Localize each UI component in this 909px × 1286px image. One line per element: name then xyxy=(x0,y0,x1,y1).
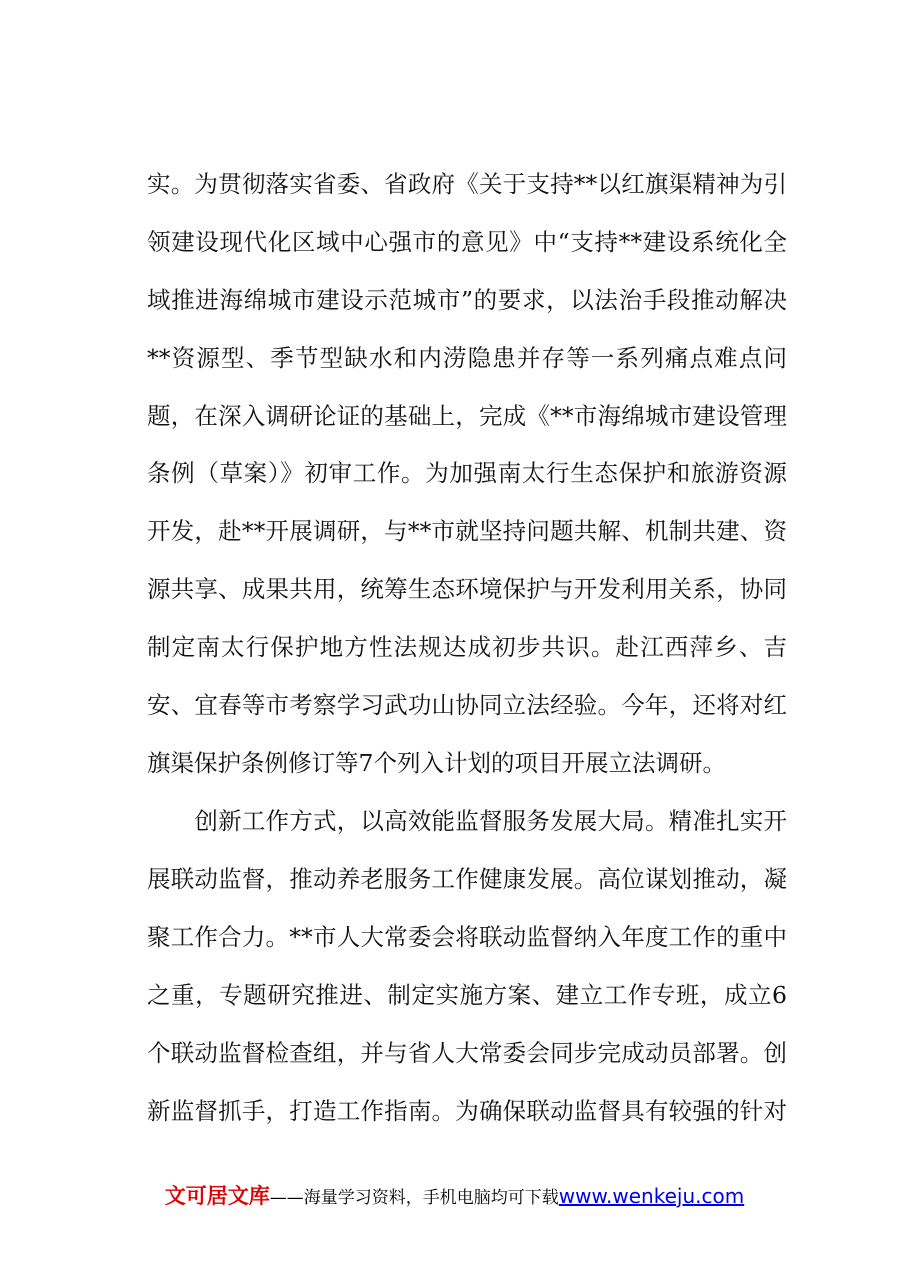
text-line: 领建设现代化区域中心强市的意见》中“支持**建设系统化全 xyxy=(147,228,787,256)
text-line: **资源型、季节型缺水和内涝隐患并存等一系列痛点难点问 xyxy=(147,344,787,372)
footer-brand: 文可居文库 xyxy=(164,1184,270,1208)
text-line: 旗渠保护条例修订等7个列入计划的项目开展立法调研。 xyxy=(147,749,726,777)
text-line: 展联动监督，推动养老服务工作健康发展。高位谋划推动，凝 xyxy=(147,865,787,893)
text-line: 新监督抓手，打造工作指南。为确保联动监督具有较强的针对 xyxy=(147,1097,787,1125)
page-footer xyxy=(0,1180,909,1210)
text-line: 创新工作方式，以高效能监督服务发展大局。精准扎实开 xyxy=(147,807,787,835)
text-line: 实。为贯彻落实省委、省政府《关于支持**以红旗渠精神为引 xyxy=(147,170,787,198)
text-line: 安、宜春等市考察学习武功山协同立法经验。今年，还将对红 xyxy=(147,691,787,719)
text-line: 聚工作合力。**市人大常委会将联动监督纳入年度工作的重中 xyxy=(147,923,787,951)
footer-tagline: ——海量学习资料，手机电脑均可下载 xyxy=(269,1188,559,1208)
footer-site-link[interactable]: www.wenkeju.com xyxy=(558,1184,745,1208)
text-line: 源共享、成果共用，统筹生态环境保护与开发利用关系，协同 xyxy=(147,575,787,603)
text-line: 题，在深入调研论证的基础上，完成《**市海绵城市建设管理 xyxy=(147,402,787,430)
text-line: 制定南太行保护地方性法规达成初步共识。赴江西萍乡、吉 xyxy=(147,633,787,661)
text-line: 开发，赴**开展调研，与**市就坚持问题共解、机制共建、资 xyxy=(147,517,787,545)
text-line: 域推进海绵城市建设示范城市”的要求，以法治手段推动解决 xyxy=(147,286,787,314)
text-line: 个联动监督检查组，并与省人大常委会同步完成动员部署。创 xyxy=(147,1039,787,1067)
text-line: 条例（草案）》初审工作。为加强南太行生态保护和旅游资源 xyxy=(147,459,787,487)
text-line: 之重，专题研究推进、制定实施方案、建立工作专班，成立6 xyxy=(147,981,787,1009)
